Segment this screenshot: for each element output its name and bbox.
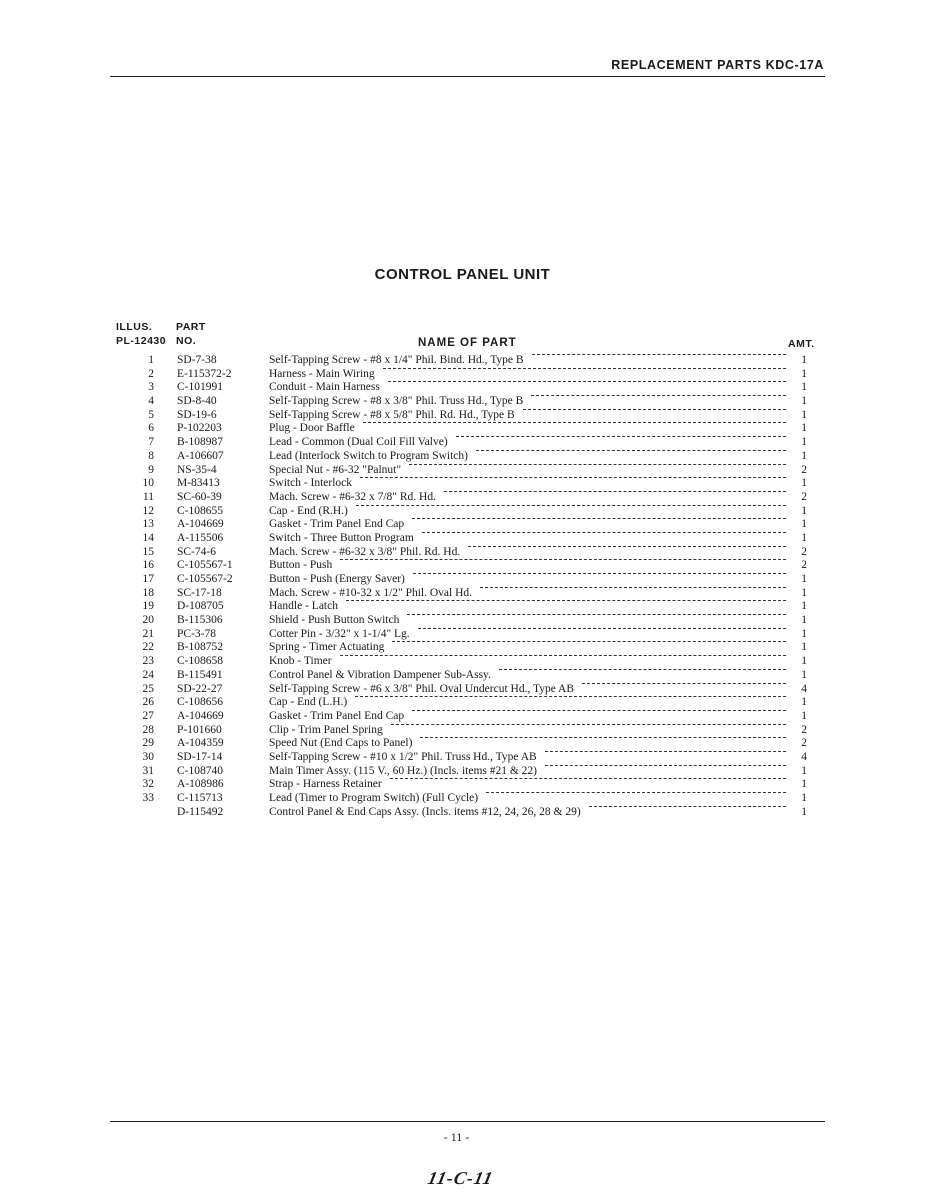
amount: 2: [801, 737, 807, 750]
part-number: E-115372-2: [177, 367, 232, 380]
dotted-leader: [340, 655, 786, 656]
illus-number: 11: [142, 490, 154, 503]
part-name: Cotter Pin - 3/32" x 1-1/4" Lg.: [269, 627, 410, 640]
amount: 1: [801, 422, 807, 435]
table-row: [0, 477, 949, 491]
part-name: Strap - Harness Retainer: [269, 778, 382, 791]
part-name: Switch - Interlock: [269, 477, 353, 490]
dotted-leader: [545, 751, 786, 752]
illus-number: 17: [142, 573, 154, 585]
table-row: [0, 683, 949, 697]
part-number: SD-7-38: [177, 354, 217, 366]
part-number: B-108752: [177, 641, 223, 654]
dotted-leader: [407, 614, 786, 615]
illus-number: 24: [142, 668, 154, 681]
part-name: Gasket - Trim Panel End Cap: [269, 709, 405, 722]
dotted-leader: [499, 669, 786, 670]
part-number: SC-60-39: [177, 490, 222, 503]
part-number: SD-19-6: [177, 408, 217, 421]
dotted-leader: [418, 628, 786, 629]
part-name: Special Nut - #6-32 "Palnut": [269, 463, 402, 476]
amount: 1: [801, 641, 807, 654]
illus-number: 30: [142, 750, 154, 763]
amount: 1: [801, 600, 807, 613]
part-name: Conduit - Main Harness: [269, 381, 380, 394]
table-row: [0, 614, 949, 628]
illus-number: 27: [142, 709, 154, 722]
table-row: [0, 491, 949, 505]
part-number: A-104669: [177, 518, 224, 531]
handwritten-stamp: 11-C-11: [425, 1168, 496, 1188]
part-name: Gasket - Trim Panel End Cap: [269, 518, 405, 531]
table-row: [0, 641, 949, 655]
amount: 2: [801, 463, 807, 476]
page-number: - 11 -: [443, 1130, 470, 1144]
part-number: D-108705: [177, 600, 224, 613]
part-name: Switch - Three Button Program: [269, 531, 414, 544]
illus-number: 2: [148, 367, 154, 380]
part-name: Knob - Timer: [269, 655, 332, 668]
dotted-leader: [390, 778, 786, 779]
amount: 1: [801, 627, 807, 640]
part-number: P-101660: [177, 723, 222, 736]
amount: 1: [801, 436, 807, 449]
amount: 1: [801, 354, 807, 366]
amount: 1: [801, 805, 807, 818]
table-row: [0, 518, 949, 532]
table-row: [0, 368, 949, 382]
dotted-leader: [412, 518, 786, 519]
table-row: [0, 395, 949, 409]
illus-number: 13: [142, 518, 154, 531]
running-header-title: REPLACEMENT PARTS KDC-17A: [611, 58, 824, 72]
amount: 1: [801, 395, 807, 408]
amount: 1: [801, 709, 807, 722]
page-title: CONTROL PANEL UNIT: [374, 266, 551, 283]
dotted-leader: [486, 792, 786, 793]
illus-number: 26: [142, 696, 154, 709]
column-header-part: [176, 320, 206, 348]
table-row: [0, 573, 949, 587]
illus-number: 10: [142, 477, 154, 490]
dotted-leader: [531, 395, 786, 396]
part-name: Main Timer Assy. (115 V., 60 Hz.) (Incls. items #21 & 22): [269, 764, 538, 777]
part-number: M-83413: [177, 477, 220, 490]
illus-number: 31: [142, 764, 154, 777]
table-row: [0, 505, 949, 519]
amount: 1: [801, 477, 807, 490]
column-header-illus-line2: PL-12430: [116, 335, 167, 347]
dotted-leader: [383, 368, 786, 369]
dotted-leader: [363, 422, 786, 423]
amount: 1: [801, 655, 807, 668]
part-name: Speed Nut (End Caps to Panel): [269, 737, 413, 750]
table-row: [0, 422, 949, 436]
part-number: A-104359: [177, 737, 224, 750]
illus-number: 20: [142, 614, 154, 627]
dotted-leader: [340, 559, 786, 560]
part-name: Self-Tapping Screw - #8 x 3/8" Phil. Truss Hd., Type B: [269, 395, 524, 408]
table-row: [0, 600, 949, 614]
part-number: PC-3-78: [177, 627, 216, 640]
illus-number: 12: [142, 504, 154, 517]
amount: 1: [801, 504, 807, 517]
part-number: C-105567-2: [177, 573, 233, 585]
table-row: [0, 354, 949, 368]
part-name: Self-Tapping Screw - #6 x 3/8" Phil. Oval Undercut Hd., Type AB: [269, 682, 575, 695]
part-number: C-105567-1: [177, 559, 233, 572]
illus-number: 29: [142, 737, 154, 750]
part-number: B-115491: [177, 668, 223, 681]
illus-number: 32: [142, 778, 154, 791]
dotted-leader: [355, 696, 786, 697]
part-name: Lead - Common (Dual Coil Fill Valve): [269, 436, 448, 449]
part-number: C-115713: [177, 792, 223, 804]
part-name: Lead (Interlock Switch to Program Switch): [269, 449, 468, 462]
part-name: Mach. Screw - #6-32 x 7/8" Rd. Hd.: [269, 490, 436, 503]
part-name: Plug - Door Baffle: [269, 422, 355, 435]
amount: 1: [801, 586, 807, 599]
part-number: D-115492: [177, 805, 224, 818]
illus-number: 22: [142, 641, 154, 654]
dotted-leader: [413, 573, 786, 574]
table-row: [0, 436, 949, 450]
part-number: SD-8-40: [177, 395, 217, 408]
table-row: [0, 464, 949, 478]
part-name: Handle - Latch: [269, 600, 338, 613]
part-number: SD-22-27: [177, 682, 223, 695]
dotted-leader: [392, 641, 786, 642]
dotted-leader: [391, 724, 786, 725]
column-header-illus: [116, 320, 166, 348]
part-number: P-102203: [177, 422, 222, 435]
table-row: [0, 409, 949, 423]
part-name: Button - Push: [269, 559, 333, 572]
table-row: [0, 778, 949, 792]
dotted-leader: [532, 354, 786, 355]
table-row: [0, 655, 949, 669]
table-row: [0, 669, 949, 683]
part-number: SC-17-18: [177, 586, 222, 599]
amount: 1: [801, 778, 807, 791]
illus-number: 25: [142, 682, 154, 695]
part-number: B-108987: [177, 436, 223, 449]
dotted-leader: [412, 710, 786, 711]
dotted-leader: [468, 546, 786, 547]
part-name: Self-Tapping Screw - #10 x 1/2" Phil. Truss Hd., Type AB: [269, 750, 537, 763]
part-name: Mach. Screw - #6-32 x 3/8" Phil. Rd. Hd.: [269, 545, 461, 558]
part-number: NS-35-4: [177, 463, 217, 476]
dotted-leader: [476, 450, 786, 451]
dotted-leader: [480, 587, 786, 588]
amount: 1: [801, 764, 807, 777]
illus-number: 19: [142, 600, 154, 613]
table-row: [0, 806, 949, 820]
part-name: Cap - End (R.H.): [269, 504, 348, 517]
part-number: C-108656: [177, 696, 223, 709]
illus-number: 8: [148, 449, 154, 462]
column-header-name: NAME OF PART: [418, 337, 517, 349]
illus-number: 14: [142, 531, 154, 544]
amount: 1: [801, 531, 807, 544]
part-number: B-115306: [177, 614, 223, 627]
dotted-leader: [346, 600, 786, 601]
amount: 2: [801, 490, 807, 503]
amount: 1: [801, 614, 807, 627]
illus-number: 33: [142, 792, 154, 804]
part-number: A-115506: [177, 531, 224, 544]
dotted-leader: [360, 477, 786, 478]
table-row: [0, 751, 949, 765]
dotted-leader: [420, 737, 786, 738]
table-row: [0, 765, 949, 779]
amount: 1: [801, 696, 807, 709]
amount: 1: [801, 792, 807, 804]
table-row: [0, 628, 949, 642]
table-row: [0, 696, 949, 710]
dotted-leader: [356, 505, 786, 506]
illus-number: 15: [142, 545, 154, 558]
part-number: SC-74-6: [177, 545, 216, 558]
amount: 1: [801, 408, 807, 421]
part-name: Clip - Trim Panel Spring: [269, 723, 383, 736]
table-row: [0, 546, 949, 560]
illus-number: 16: [142, 559, 154, 572]
dotted-leader: [582, 683, 786, 684]
illus-number: 4: [148, 395, 154, 408]
part-number: C-108740: [177, 764, 223, 777]
column-header-amt: AMT.: [788, 338, 815, 350]
amount: 1: [801, 381, 807, 394]
illus-number: 23: [142, 655, 154, 668]
part-number: A-106607: [177, 449, 224, 462]
dotted-leader: [545, 765, 786, 766]
part-name: Button - Push (Energy Saver): [269, 573, 405, 585]
amount: 1: [801, 518, 807, 531]
amount: 1: [801, 668, 807, 681]
amount: 2: [801, 559, 807, 572]
illus-number: 28: [142, 723, 154, 736]
illus-number: 3: [148, 381, 154, 394]
table-row: [0, 710, 949, 724]
table-row: [0, 587, 949, 601]
dotted-leader: [388, 381, 786, 382]
part-number: SD-17-14: [177, 750, 223, 763]
amount: 2: [801, 723, 807, 736]
dotted-leader: [589, 806, 786, 807]
part-name: Mach. Screw - #10-32 x 1/2" Phil. Oval Hd.: [269, 586, 473, 599]
part-name: Control Panel & Vibration Dampener Sub-Assy.: [269, 668, 491, 681]
column-header-part-line2: NO.: [176, 335, 197, 347]
part-name: Spring - Timer Actuating: [269, 641, 385, 654]
amount: 4: [801, 750, 807, 763]
parts-table: [0, 354, 949, 819]
illus-number: 5: [148, 408, 154, 421]
part-name: Self-Tapping Screw - #8 x 1/4" Phil. Bind. Hd., Type B: [269, 354, 524, 366]
amount: 4: [801, 682, 807, 695]
illus-number: 18: [142, 586, 154, 599]
table-row: [0, 532, 949, 546]
dotted-leader: [523, 409, 786, 410]
table-row: [0, 450, 949, 464]
table-row: [0, 737, 949, 751]
part-number: A-104669: [177, 709, 224, 722]
illus-number: 6: [148, 422, 154, 435]
table-row: [0, 381, 949, 395]
header-rule: [110, 76, 825, 77]
table-row: [0, 559, 949, 573]
illus-number: 9: [148, 463, 154, 476]
part-number: A-108986: [177, 778, 224, 791]
column-header-illus-line1: ILLUS.: [116, 321, 153, 333]
part-name: Lead (Timer to Program Switch) (Full Cycle): [269, 792, 479, 804]
dotted-leader: [422, 532, 786, 533]
amount: 1: [801, 449, 807, 462]
part-name: Cap - End (L.H.): [269, 696, 348, 709]
part-number: C-101991: [177, 381, 223, 394]
illus-number: 7: [148, 436, 154, 449]
table-row: [0, 792, 949, 806]
illus-number: 21: [142, 627, 154, 640]
column-header-part-line1: PART: [176, 321, 206, 333]
part-number: C-108658: [177, 655, 223, 668]
dotted-leader: [444, 491, 786, 492]
illus-number: 1: [148, 354, 154, 366]
part-name: Harness - Main Wiring: [269, 367, 375, 380]
dotted-leader: [409, 464, 786, 465]
dotted-leader: [456, 436, 786, 437]
table-row: [0, 724, 949, 738]
part-name: Control Panel & End Caps Assy. (Incls. items #12, 24, 26, 28 & 29): [269, 805, 581, 818]
amount: 2: [801, 545, 807, 558]
part-name: Shield - Push Button Switch: [269, 614, 400, 627]
amount: 1: [801, 573, 807, 585]
part-number: C-108655: [177, 504, 223, 517]
amount: 1: [801, 367, 807, 380]
footer-rule: [110, 1121, 825, 1122]
part-name: Self-Tapping Screw - #8 x 5/8" Phil. Rd. Hd., Type B: [269, 408, 515, 421]
